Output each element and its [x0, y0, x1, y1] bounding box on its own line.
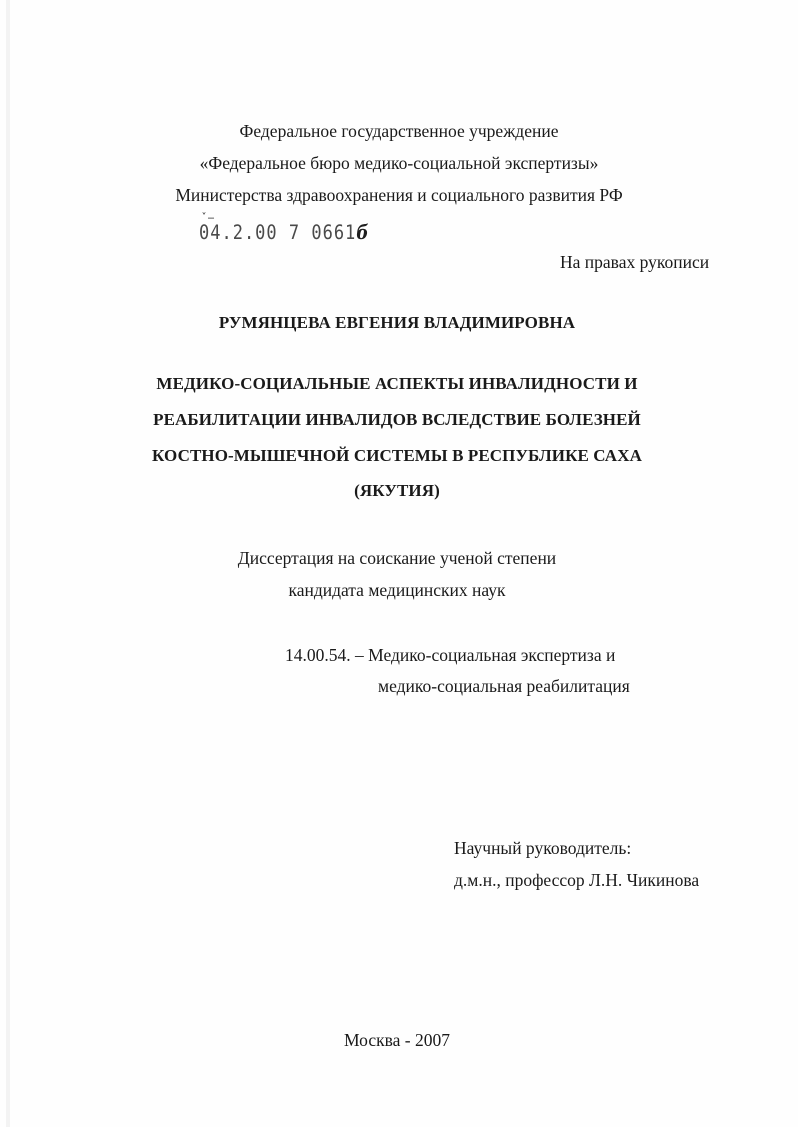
specialty-line-1: 14.00.54. – Медико-социальная экспертиза и	[285, 645, 616, 665]
institution-line-2: «Федеральное бюро медико-социальной экспертизы»	[199, 153, 599, 173]
city-year: Москва - 2007	[344, 1030, 450, 1050]
stamp-number: 04.2.00 7 0661	[199, 221, 357, 245]
stamp-handwritten-mark: б	[356, 221, 370, 245]
library-stamp	[199, 212, 370, 245]
author-name: РУМЯНЦЕВА ЕВГЕНИЯ ВЛАДИМИРОВНА	[218, 313, 576, 332]
title-line-2: РЕАБИЛИТАЦИИ ИНВАЛИДОВ ВСЛЕДСТВИЕ БОЛЕЗНЕЙ	[153, 410, 641, 429]
title-line-4: (ЯКУТИЯ)	[354, 481, 440, 500]
supervisor-label: Научный руководитель:	[454, 838, 632, 858]
degree-line-1: Диссертация на соискание ученой степени	[237, 548, 557, 568]
institution-line-1: Федеральное государственное учреждение	[239, 121, 559, 141]
stamp-tick-mark: ˇ‒	[201, 212, 216, 225]
title-line-1: МЕДИКО-СОЦИАЛЬНЫЕ АСПЕКТЫ ИНВАЛИДНОСТИ И	[156, 374, 638, 393]
institution-line-3: Министерства здравоохранения и социального развития РФ	[175, 185, 623, 205]
rights-note: На правах рукописи	[560, 252, 710, 272]
supervisor-name: д.м.н., профессор Л.Н. Чикинова	[454, 870, 700, 890]
specialty-line-2: медико-социальная реабилитация	[378, 676, 630, 696]
degree-line-2: кандидата медицинских наук	[288, 580, 506, 600]
title-line-3: КОСТНО-МЫШЕЧНОЙ СИСТЕМЫ В РЕСПУБЛИКЕ САХА	[152, 446, 642, 465]
